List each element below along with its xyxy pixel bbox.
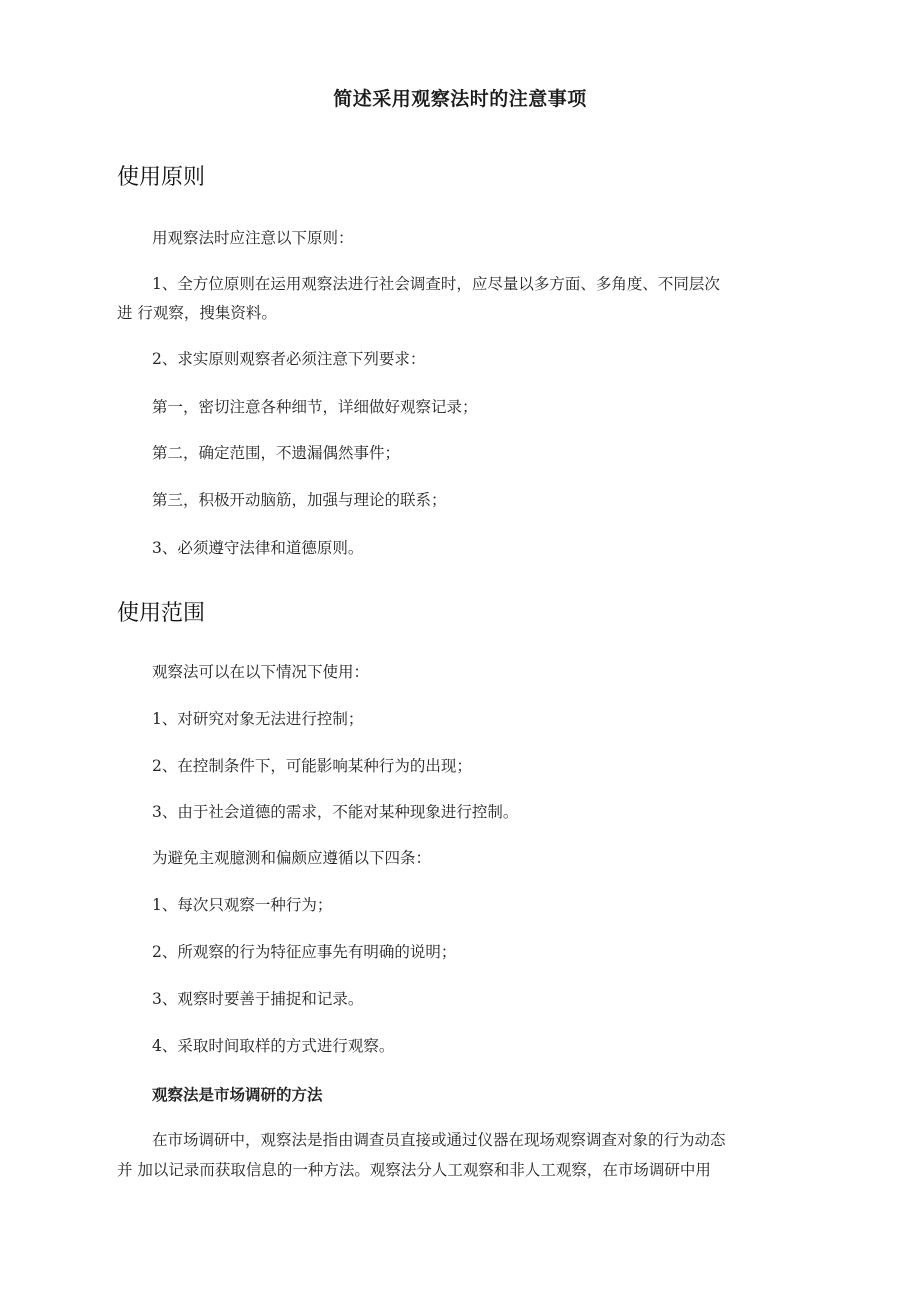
paragraph-line: 并 加以记录而获取信息的一种方法。观察法分人工观察和非人工观察，在市场调研中用 — [117, 1161, 711, 1179]
paragraph: 2、在控制条件下，可能影响某种行为的出现； — [152, 757, 472, 775]
section-heading-principles: 使用原则 — [117, 165, 206, 190]
paragraph: 3、观察时要善于捕捉和记录。 — [152, 990, 364, 1008]
paragraph: 观察法可以在以下情况下使用： — [152, 663, 370, 681]
paragraph: 第三，积极开动脑筋，加强与理论的联系； — [152, 491, 447, 509]
subsection-heading: 观察法是市场调研的方法 — [152, 1085, 323, 1104]
paragraph: 1、每次只观察一种行为； — [152, 896, 333, 914]
paragraph: 3、由于社会道德的需求，不能对某种现象进行控制。 — [152, 803, 519, 821]
paragraph: 2、求实原则观察者必须注意下列要求： — [152, 350, 426, 368]
paragraph: 3、必须遵守法律和道德原则。 — [152, 539, 364, 557]
paragraph: 1、对研究对象无法进行控制； — [152, 710, 364, 728]
paragraph-line: 1、全方位原则在运用观察法进行社会调查时，应尽量以多方面、多角度、不同层次 — [152, 275, 720, 293]
paragraph: 2、所观察的行为特征应事先有明确的说明； — [152, 943, 457, 961]
paragraph: 第二，确定范围，不遗漏偶然事件； — [152, 444, 401, 462]
paragraph: 用观察法时应注意以下原则： — [152, 229, 354, 247]
paragraph: 4、采取时间取样的方式进行观察。 — [152, 1037, 395, 1055]
paragraph: 为避免主观臆测和偏颇应遵循以下四条： — [152, 849, 432, 867]
section-heading-scope: 使用范围 — [117, 601, 206, 626]
document-title: 简述采用观察法时的注意事项 — [333, 88, 587, 110]
paragraph-line: 在市场调研中，观察法是指由调查员直接或通过仪器在现场观察调查对象的行为动态 — [152, 1131, 726, 1149]
paragraph: 第一，密切注意各种细节，详细做好观察记录； — [152, 398, 478, 416]
paragraph-line: 进 行观察，搜集资料。 — [117, 304, 277, 322]
